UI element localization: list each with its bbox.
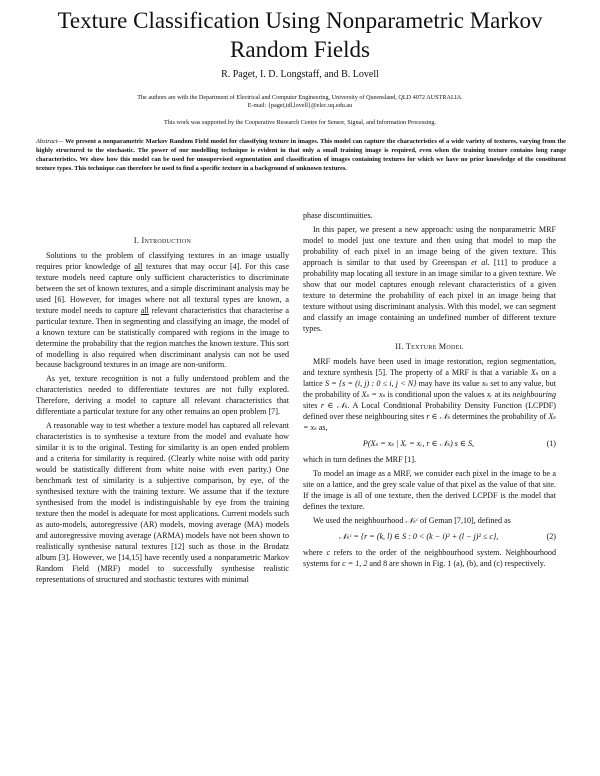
right-column bbox=[303, 211, 556, 570]
paragraph bbox=[36, 251, 289, 371]
emphasis: neighbouring bbox=[512, 390, 557, 400]
equation-number: (1) bbox=[546, 439, 556, 449]
paragraph bbox=[303, 516, 556, 527]
abstract-lead: Abstract— bbox=[36, 138, 64, 145]
paper-title: Texture Classification Using Nonparametric Markov Random Fields bbox=[57, 8, 543, 62]
section-heading-texture-model: II. Texture Model bbox=[395, 342, 464, 352]
abstract-text: We present a nonparametric Markov Random Field model for classifying texture in images. This model can capture the characteristics of a wide variety of textures, varying from the highly structured to the stochastic. The power of our modelling technique is evident in that only a small training image is required, even when the training texture contains long range characteristics. We show how this model can be used for unsupervised segmentation and classification of images containing textures for which we have no prior knowledge of the constituent texture types. This technique can therefore be used to find a specific texture in a background of unknown textures. bbox=[36, 138, 566, 172]
emphasis: all bbox=[140, 305, 149, 315]
text-run: Solutions to the problem of classifying textures in an image usually requires prior knowledge of bbox=[36, 250, 289, 271]
equation-body: P(Xₛ = xₛ | Xᵣ = xᵣ, r ∈ 𝒩ₛ) s ∈ S, bbox=[362, 439, 475, 449]
text-run: We used the neighbourhood bbox=[313, 515, 406, 525]
paragraph: As yet, texture recognition is not a fully understood problem and the characteristics needed to differentiate textures are not fully explored. Therefore, deriving a model to capture all relevant characteristics that differentiate a particular texture for any other remains an open problem [7]. bbox=[36, 374, 289, 417]
text-run: relevant characteristics that characterise a particular texture. Then in segmenting and classifying an image, the model of a known texture can be statistically compared with regions in the image to determine the probability that the region matches the known texture. This sort of modelling is also required when discriminant analysis can not be used because background textures in an image are non-uniform. bbox=[36, 305, 289, 370]
equation-2 bbox=[303, 532, 556, 543]
math: c bbox=[326, 547, 331, 557]
text-run: and 8 are shown in Fig. 1 (a), (b), and (c) respectively. bbox=[367, 558, 546, 568]
emphasis: et al. bbox=[471, 257, 490, 267]
text-run: is conditional upon the values bbox=[385, 390, 487, 400]
text-run: as, bbox=[316, 423, 328, 433]
math: r ∈ 𝒩ₛ bbox=[320, 401, 348, 411]
math: r ∈ 𝒩ₛ bbox=[426, 412, 451, 422]
paragraph bbox=[303, 357, 556, 434]
abstract bbox=[36, 137, 566, 173]
affiliation bbox=[20, 94, 580, 110]
text-run: textures that may occur [4]. For this case texture models need capture only sufficient characteristics to discriminate between the set of known textures, and a simple discriminant analysis may be used [6]. However, for images where not all textural types are known, a texture model needs to capture bbox=[36, 261, 289, 315]
text-run: [11] to produce a probability map locating all texture in an image similar to a given texture. We show that our model captures enough relevant characteristics of a given texture to determine the probability of each pixel in an image being that texture without using discriminant analysis. With this model, we can segment and classify an image containing an undefined number of different texture types. bbox=[303, 257, 557, 333]
math: Xₛ bbox=[530, 368, 539, 378]
math: xₛ bbox=[481, 379, 489, 389]
author-list: R. Paget, I. D. Longstaff, and B. Lovell bbox=[221, 69, 379, 80]
text-run: set to any value, but the probability of bbox=[303, 379, 557, 400]
paragraph bbox=[303, 548, 556, 570]
left-column bbox=[36, 236, 289, 586]
math: 𝒩ₛᶜ bbox=[405, 515, 419, 525]
math: xᵣ bbox=[486, 390, 493, 400]
equation-1 bbox=[303, 439, 556, 450]
paragraph: A reasonable way to test whether a texture model has captured all relevant characteristics is to synthesise a texture from the model and evaluate how similar it is to the original. Testing for similarity is an open ended problem and a criteria for similarity is required. (Clearly white noise with odd parity would be statistically different from white noise with even parity.) One benchmark test of similarity is a subjective comparison, by eye, of the synthesised texture with the training texture. We assume that if the texture synthesised from the model is indistinguishable by eye from the training texture then the model is adequate for most applications. Current models such as auto-models, autoregressive (AR) models, moving average (MA) models and autoregressive moving average (ARMA) models have not been shown to realistically synthesise natural textures [12] such as those in the Brodatz album [3]. However, we [14,15] have recently used a nonparametric Markov Random Field (MRF) model to successfully synthesise realistic representations of structured and stochastic textures with minimal bbox=[36, 421, 289, 584]
math: c = 1, 2 bbox=[342, 558, 368, 568]
support-note: This work was supported by the Cooperative Research Centre for Sensor, Signal, and Information Processing. bbox=[163, 119, 437, 126]
paragraph: which in turn defines the MRF [1]. bbox=[303, 455, 417, 465]
text-run: In this paper, we present a new approach: using the nonparametric MRF model to model just one texture and then using that model to map the probability of each pixel in an image being of the given texture. This approach is similar to that used by Greenspan bbox=[303, 224, 556, 267]
text-run: at its bbox=[492, 390, 513, 400]
text-run: of Geman [7,10], defined as bbox=[418, 515, 511, 525]
affiliation-line: The authors are with the Department of Electrical and Computer Engineering, University of Queensland, QLD 4072 AUSTRALIA. bbox=[137, 94, 463, 101]
paragraph: To model an image as a MRF, we consider each pixel in the image to be a site on a lattice, and the grey scale value of that pixel as the value of that site. If the image is all of one texture, then the derived LCPDF is the model that defines the texture. bbox=[303, 469, 556, 511]
math: Xₛ = xₛ bbox=[303, 412, 557, 433]
text-run: sites bbox=[303, 401, 321, 411]
text-run: may have its value bbox=[416, 379, 482, 389]
math: S = {s = (i, j) : 0 ≤ i, j < N} bbox=[324, 379, 417, 389]
equation-number: (2) bbox=[546, 531, 556, 541]
text-run: . A Local Conditional Probability Density Function (LCPDF) defined over these neighbouring sites bbox=[303, 401, 556, 422]
paragraph: phase discontinuities. bbox=[303, 211, 373, 220]
section-heading-introduction: I. Introduction bbox=[133, 236, 192, 245]
math: Xₛ = xₛ bbox=[361, 390, 386, 400]
emphasis: all bbox=[134, 261, 143, 271]
equation-body: 𝒩ₛᶜ = {r = (k, l) ∈ S : 0 < (k − i)² + (l − j)² ≤ c}, bbox=[338, 531, 499, 541]
text-run: on a lattice bbox=[303, 368, 556, 389]
paragraph bbox=[303, 225, 556, 335]
text-run: MRF models have been used in image restoration, region segmentation, and texture synthesis [5]. The property of a MRF is that a variable bbox=[303, 357, 556, 378]
email-line: E-mail: {paget,idl,lovell}@elec.uq.edu.au bbox=[247, 102, 353, 109]
text-run: determines the probability of bbox=[450, 412, 549, 422]
text-run: where bbox=[303, 547, 327, 557]
text-run: refers to the order of the neighbourhood system. Neighbourhood systems for bbox=[303, 547, 557, 568]
